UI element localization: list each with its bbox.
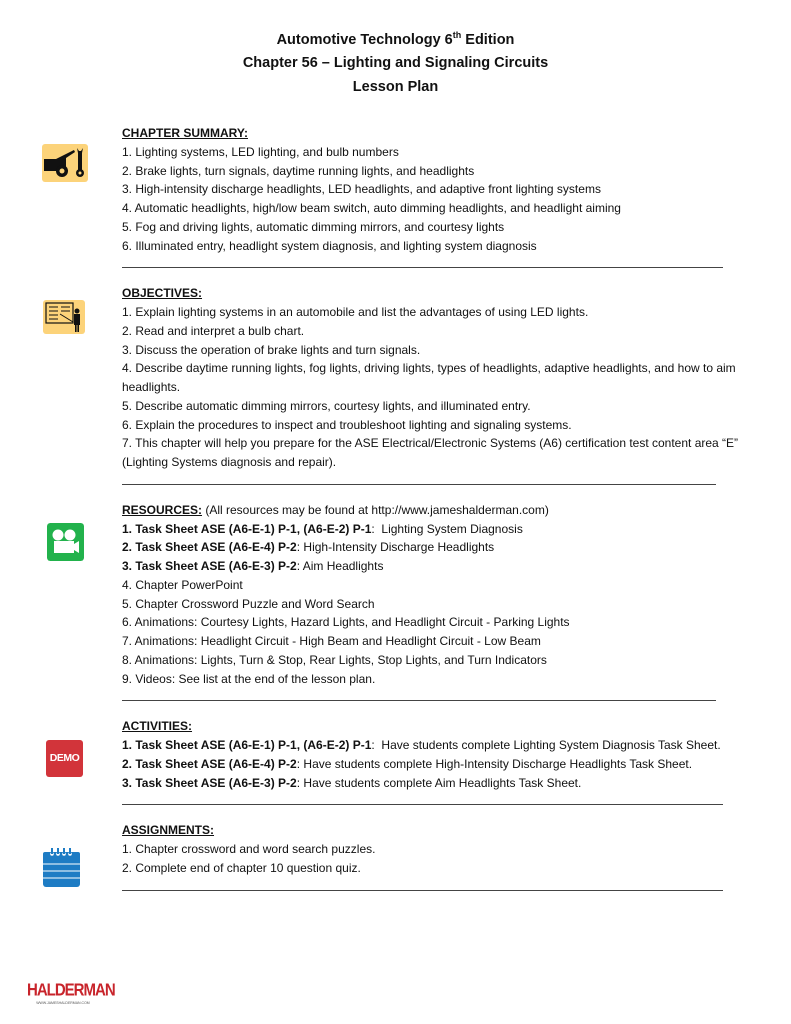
objectives-section — [122, 284, 757, 472]
title-line-3: Lesson Plan — [352, 78, 439, 95]
activities-section — [122, 717, 782, 792]
objective-item: 3. Discuss the operation of brake lights and turn signals. — [122, 342, 421, 357]
notebook-icon — [43, 848, 80, 887]
assignments-section — [122, 821, 762, 877]
divider — [122, 484, 716, 485]
divider — [122, 700, 716, 701]
video-camera-icon — [47, 523, 84, 561]
resource-item: 3. Task Sheet ASE (A6-E-3) P-2: Aim Headlights — [122, 559, 384, 573]
assignment-item: 2. Complete end of chapter 10 question quiz. — [122, 860, 361, 875]
resource-item: 1. Task Sheet ASE (A6-E-1) P-1, (A6-E-2) P-1: Lighting System Diagnosis — [122, 521, 523, 536]
resources-section — [122, 501, 762, 689]
assignment-item: 1. Chapter crossword and word search puzzles. — [122, 842, 376, 856]
document-title — [0, 24, 791, 99]
summary-item: 6. Illuminated entry, headlight system diagnosis, and lighting system diagnosis — [122, 238, 537, 253]
summary-item: 5. Fog and driving lights, automatic dimming mirrors, and courtesy lights — [122, 219, 505, 234]
car-repair-icon — [42, 144, 88, 182]
resource-item: 5. Chapter Crossword Puzzle and Word Search — [122, 596, 375, 611]
summary-item: 4. Automatic headlights, high/low beam switch, auto dimming headlights, and headlight aiming — [122, 201, 621, 215]
title-line-2: Chapter 56 – Lighting and Signaling Circuits — [242, 55, 549, 72]
objective-item: 7. This chapter will help you prepare for the ASE Electrical/Electronic Systems (A6) certification test content area “E” (Lighting Systems diagnosis and repair). — [122, 436, 742, 469]
summary-item: 2. Brake lights, turn signals, daytime running lights, and headlights — [122, 163, 475, 178]
objective-item: 2. Read and interpret a bulb chart. — [122, 323, 305, 338]
teacher-presentation-icon — [43, 300, 85, 334]
resource-item: 7. Animations: Headlight Circuit - High Beam and Headlight Circuit - Low Beam — [122, 634, 541, 648]
objective-item: 1. Explain lighting systems in an automobile and list the advantages of using LED lights. — [122, 305, 589, 319]
assignments-heading: ASSIGNMENTS: — [122, 823, 215, 838]
resource-item: 6. Animations: Courtesy Lights, Hazard Lights, and Headlight Circuit - Parking Lights — [122, 615, 570, 630]
divider — [122, 890, 723, 891]
resources-note: (All resources may be found at http://www.jameshalderman.com) — [202, 502, 549, 517]
activity-item: 3. Task Sheet ASE (A6-E-3) P-2: Have students complete Aim Headlights Task Sheet. — [122, 775, 582, 790]
resource-item: 9. Videos: See list at the end of the lesson plan. — [122, 671, 376, 686]
title-line-1: Automotive Technology 6th Edition — [276, 30, 515, 48]
resource-item: 2. Task Sheet ASE (A6-E-4) P-2: High-Intensity Discharge Headlights — [122, 540, 495, 555]
objective-item: 4. Describe daytime running lights, fog lights, driving lights, types of headlights, adaptive headlights, and how to aim headlights. — [122, 361, 740, 394]
demo-icon: DEMO — [46, 740, 83, 777]
objectives-heading: OBJECTIVES: — [122, 286, 203, 301]
activity-item: 2. Task Sheet ASE (A6-E-4) P-2: Have students complete High-Intensity Discharge Headlights Task Sheet. — [122, 756, 693, 771]
divider — [122, 267, 723, 268]
activities-heading: ACTIVITIES: — [122, 719, 193, 734]
objective-item: 5. Describe automatic dimming mirrors, courtesy lights, and illuminated entry. — [122, 398, 531, 413]
divider — [122, 804, 723, 805]
chapter-summary-heading: CHAPTER SUMMARY: — [122, 126, 248, 140]
resource-item: 8. Animations: Lights, Turn & Stop, Rear Lights, Stop Lights, and Turn Indicators — [122, 652, 547, 667]
halderman-logo: HALDERMAN WWW.JAMESHALDERMAN.COM — [27, 980, 115, 1005]
resources-heading: RESOURCES: — [122, 502, 203, 517]
chapter-summary-section — [122, 124, 762, 255]
summary-item: 3. High-intensity discharge headlights, LED headlights, and adaptive front lighting systems — [122, 182, 601, 197]
resource-item: 4. Chapter PowerPoint — [122, 577, 243, 592]
objective-item: 6. Explain the procedures to inspect and troubleshoot lighting and signaling systems. — [122, 417, 572, 432]
lesson-plan-body — [122, 124, 762, 907]
activity-item: 1. Task Sheet ASE (A6-E-1) P-1, (A6-E-2) P-1: Have students complete Lighting System Diagnosis Task Sheet. — [122, 738, 721, 752]
summary-item: 1. Lighting systems, LED lighting, and bulb numbers — [122, 144, 399, 159]
